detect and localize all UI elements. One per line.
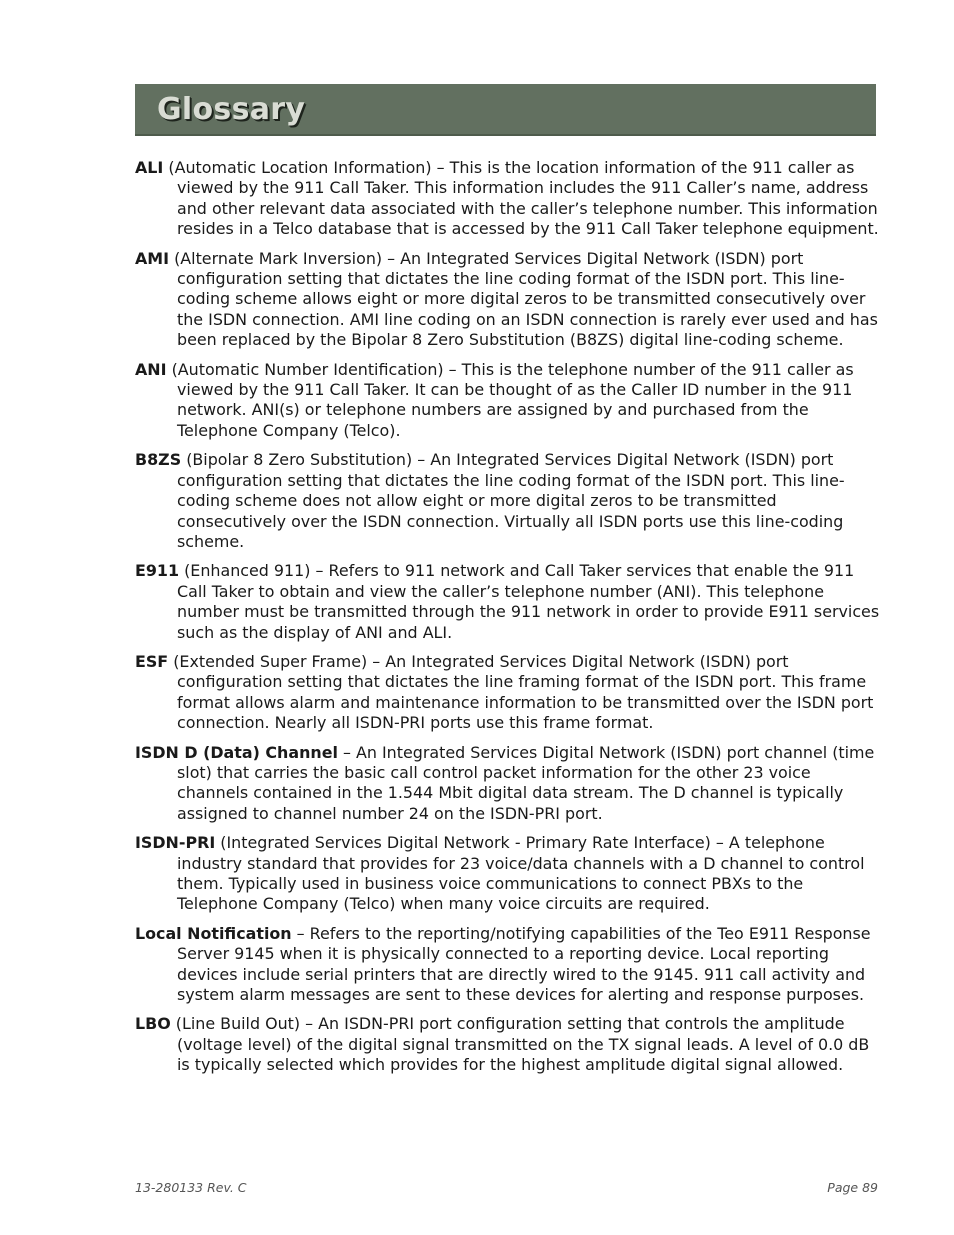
glossary-entry — [135, 450, 880, 552]
glossary-term: B8ZS — [135, 450, 182, 470]
glossary-term: ISDN D (Data) Channel — [135, 742, 338, 762]
glossary-term: ANI — [135, 359, 167, 379]
glossary-term: AMI — [135, 248, 170, 268]
glossary-entry — [135, 561, 880, 643]
glossary-entry — [135, 158, 880, 240]
glossary-term: ESF — [135, 651, 169, 671]
glossary-definition: (Integrated Services Digital Network - Primary Rate Interface) – A telephone industry standard that provides for 23 voice/data channels with a D channel to control them. Typically used in business voice communications to connect PBXs to the Telephone Company (Telco) when many voice circuits are required. — [177, 833, 865, 914]
section-banner — [135, 84, 876, 136]
glossary-entry — [135, 652, 880, 734]
glossary-definition: (Enhanced 911) – Refers to 911 network and Call Taker services that enable the 911 Call Taker to obtain and view the caller’s telephone number (ANI). This telephone number must be transmitted through the 911 network in order to provide E911 services such as the display of ANI and ALI. — [177, 561, 880, 642]
glossary-entry — [135, 360, 880, 442]
glossary-definition: – An Integrated Services Digital Network (ISDN) port channel (time slot) that carries the basic call control packet information for the other 23 voice channels contained in the 1.544 Mbit digital data stream. The D channel is typically assigned to channel number 24 on the ISDN-PRI port. — [177, 742, 875, 823]
glossary-entry — [135, 833, 880, 915]
glossary-entry — [135, 924, 880, 1006]
glossary-entry — [135, 1014, 880, 1075]
page-title: Glossary — [157, 92, 306, 127]
glossary-term: E911 — [135, 561, 180, 581]
page-number: Page 89 — [827, 1180, 878, 1195]
glossary-definition: (Line Build Out) – An ISDN-PRI port configuration setting that controls the amplitude (voltage level) of the digital signal transmitted on the TX signal leads. A level of 0.0 dB is typically selected which provides for the highest amplitude digital signal allowed. — [170, 1014, 870, 1075]
glossary-definition: (Extended Super Frame) – An Integrated Services Digital Network (ISDN) port configuration setting that dictates the line framing format of the ISDN port. This frame format allows alarm and maintenance information to be transmitted over the ISDN port connection. Nearly all ISDN-PRI ports use this frame format. — [168, 651, 874, 733]
document-number: 13-280133 Rev. C — [135, 1180, 247, 1195]
glossary-definition: (Alternate Mark Inversion) – An Integrated Services Digital Network (ISDN) port configuration setting that dictates the line coding format of the ISDN port. This line-coding scheme allows eight or more digital zeros to be transmitted consecutively over the ISDN connection. AMI line coding on an ISDN connection is rarely ever used and has been replaced by the Bipolar 8 Zero Substitution (B8ZS) digital line-coding scheme. — [169, 248, 878, 350]
glossary-definition: (Automatic Number Identification) – This is the telephone number of the 911 caller as viewed by the 911 Call Taker. It can be thought of as the Caller ID number in the 911 network. ANI(s) or telephone numbers are assigned by and purchased from the Telephone Company (Telco). — [166, 359, 854, 440]
glossary-term: LBO — [135, 1014, 171, 1034]
glossary-entry — [135, 249, 880, 351]
glossary-definition: (Automatic Location Information) – This is the location information of the 911 caller as viewed by the 911 Call Taker. This information includes the 911 Caller’s name, address and other relevant data associated with the caller’s telephone number. This information resides in a Telco database that is accessed by the 911 Call Taker telephone equipment. — [163, 158, 879, 239]
glossary-term: ISDN-PRI — [135, 833, 216, 853]
glossary-term: ALI — [135, 158, 164, 177]
glossary-entry — [135, 743, 880, 825]
glossary-definition: (Bipolar 8 Zero Substitution) – An Integrated Services Digital Network (ISDN) port configuration setting that dictates the line coding format of the ISDN port. This line-coding scheme does not allow eight or more digital zeros to be transmitted consecutively over the ISDN connection. Virtually all ISDN ports use this line-coding scheme. — [177, 450, 845, 551]
glossary-list — [135, 158, 880, 1085]
glossary-definition: – Refers to the reporting/notifying capabilities of the Teo E911 Response Server 9145 when it is physically connected to a reporting device. Local reporting devices include serial printers that are directly wired to the 9145. 911 call activity and system alarm messages are sent to these devices for alerting and response purposes. — [177, 923, 871, 1005]
glossary-term: Local Notification — [135, 923, 292, 943]
